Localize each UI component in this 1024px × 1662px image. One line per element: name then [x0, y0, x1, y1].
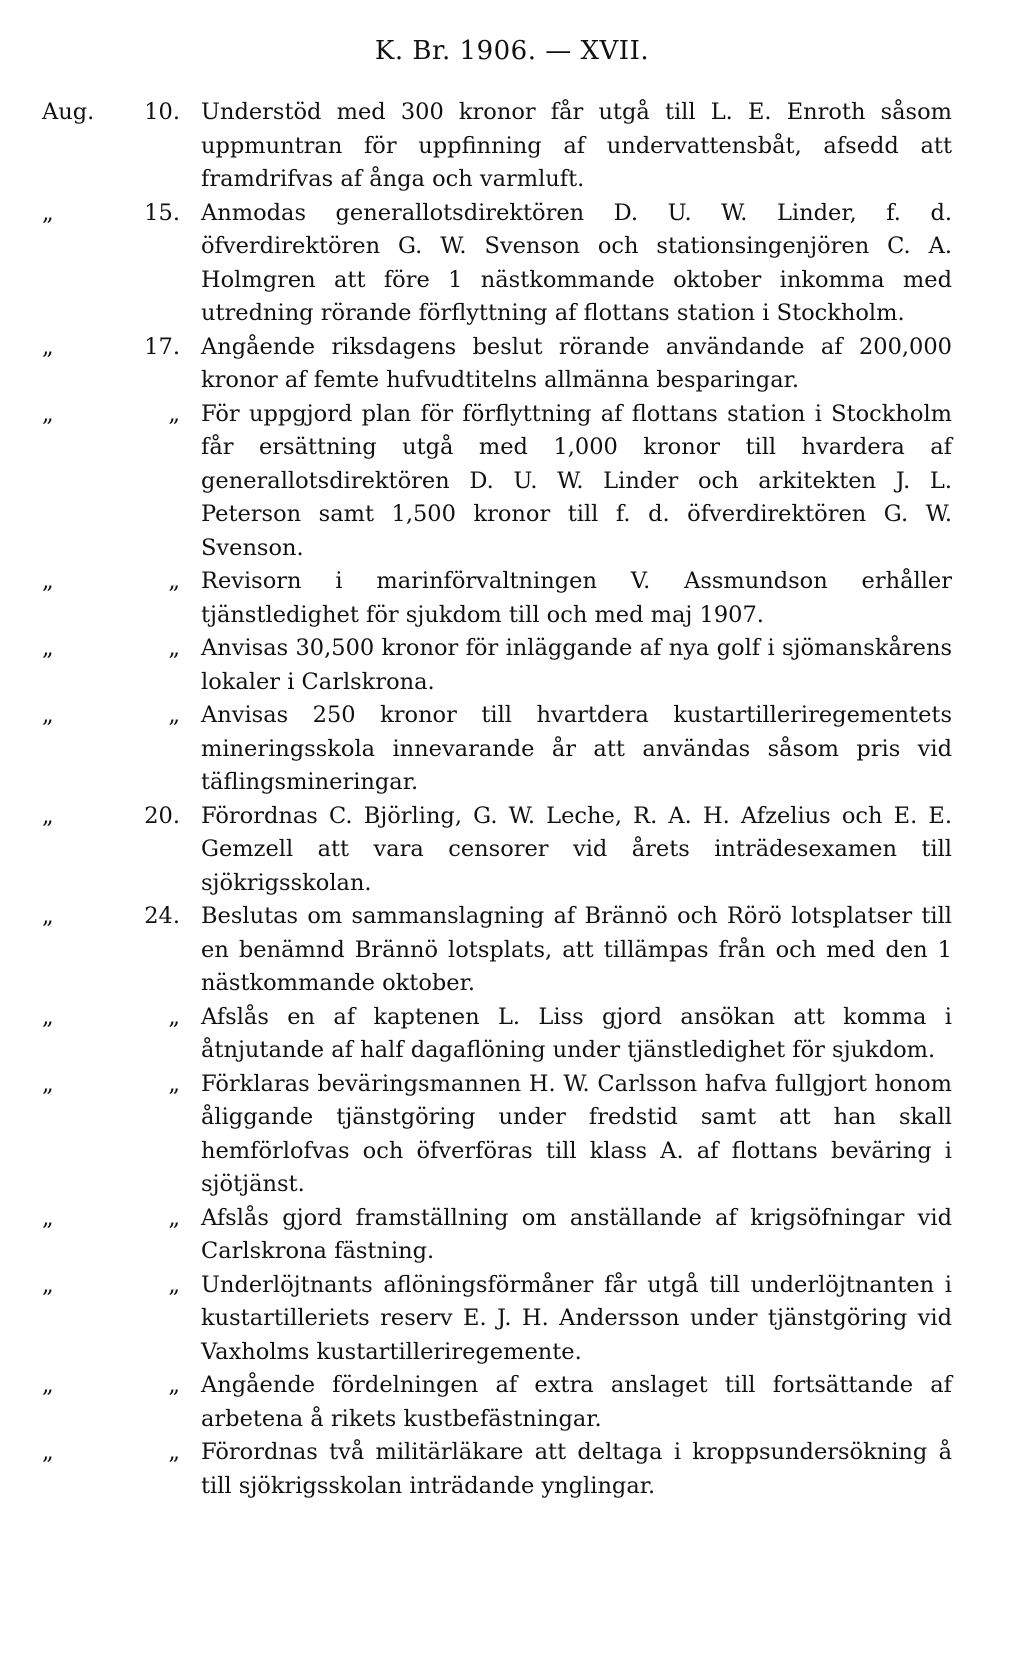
- entry-text: Afslås gjord framställning om anställande af krigsöfningar vid Carlskrona fästning.: [201, 1204, 952, 1264]
- entry-item: [0, 1436, 1024, 1503]
- entry-month: „: [42, 568, 54, 594]
- entry-day: „: [168, 1003, 180, 1030]
- entry-text: Angående fördelningen af extra anslaget till fortsättande af arbetena å rikets kustbefästningar.: [201, 1372, 952, 1432]
- entry-text: Förordnas C. Björling, G. W. Leche, R. A. H. Afzelius och E. E. Gemzell att vara censorer vid årets inträdesexamen till sjökrigsskolan.: [201, 802, 952, 896]
- entry-day: 17.: [144, 333, 180, 360]
- entry-item: [0, 565, 1024, 632]
- entry-item: [0, 699, 1024, 800]
- entry-item: [0, 1369, 1024, 1436]
- entry-text: Anvisas 30,500 kronor för inläggande af nya golf i sjömanskårens lokaler i Carlskrona.: [201, 635, 952, 695]
- entry-month: „: [42, 635, 54, 661]
- entry-month: „: [42, 903, 54, 929]
- entry-item: [0, 1068, 1024, 1202]
- entry-text: Underlöjtnants aflöningsförmåner får utgå till underlöjtnanten i kustartilleriets reserv E. J. H. Andersson under tjänstgöring vid Vaxholms kustartilleriregemente.: [201, 1271, 952, 1365]
- entry-month: „: [42, 400, 54, 427]
- entry-day: „: [168, 400, 180, 427]
- entry-day: „: [168, 1271, 180, 1298]
- entry-month: „: [42, 702, 54, 728]
- entry-item: [0, 96, 1024, 197]
- entry-month: „: [42, 1003, 54, 1030]
- entry-text: Revisorn i marinförvaltningen V. Assmundson erhåller tjänstledighet för sjukdom till och med maj 1907.: [201, 568, 952, 628]
- entry-text: Förklaras beväringsmannen H. W. Carlsson hafva fullgjort honom åliggande tjänstgöring under fredstid samt att han skall hemförlofvas och öfverföras till klass A. af flottans beväring i sjötjänst.: [201, 1070, 952, 1197]
- entry-day: 20.: [144, 802, 180, 829]
- entry-day: „: [168, 1204, 180, 1231]
- entry-text: Beslutas om sammanslagning af Brännö och Rörö lotsplatser till en benämnd Brännö lotsplats, att tillämpas från och med den 1 nästkommande oktober.: [201, 903, 952, 996]
- entry-day: 10.: [144, 99, 180, 125]
- entry-item: [0, 1202, 1024, 1269]
- entry-month: „: [42, 1271, 54, 1298]
- entry-text: Afslås en af kaptenen L. Liss gjord ansökan att komma i åtnjutande af half dagaflöning under tjänstledighet för sjukdom.: [201, 1003, 952, 1063]
- entry-text: Anmodas generallotsdirektören D. U. W. Linder, f. d. öfverdirektören G. W. Svenson och stationsingenjören C. A. Holmgren att före 1 nästkommande oktober inkomma med utredning rörande förflyttning af flottans station i Stockholm.: [201, 199, 952, 326]
- entry-text: Angående riksdagens beslut rörande användande af 200,000 kronor af femte hufvudtitelns allmänna besparingar.: [201, 333, 952, 393]
- entry-text: Förordnas två militärläkare att deltaga i kroppsundersökning å till sjökrigsskolan inträdande ynglingar.: [201, 1439, 952, 1499]
- entry-month: „: [42, 1204, 54, 1231]
- entry-day: 24.: [144, 903, 180, 929]
- entry-day: „: [168, 1439, 180, 1465]
- entry-item: [0, 1269, 1024, 1370]
- entry-month: Aug.: [42, 99, 95, 125]
- page-header: K. Br. 1906. — XVII.: [374, 36, 650, 66]
- entry-item: [0, 800, 1024, 901]
- entry-day: „: [168, 635, 180, 661]
- entry-text: Understöd med 300 kronor får utgå till L. E. Enroth såsom uppmuntran för uppfinning af undervattensbåt, afsedd att framdrifvas af ånga och varmluft.: [201, 99, 952, 192]
- entry-month: „: [42, 333, 54, 360]
- entry-text: Anvisas 250 kronor till hvartdera kustartilleriregementets mineringsskola innevarande år att användas såsom pris vid täflingsmineringar.: [201, 702, 952, 795]
- entry-month: „: [42, 1439, 54, 1465]
- entry-item: [0, 197, 1024, 331]
- entry-day: „: [168, 702, 180, 728]
- entry-item: [0, 1001, 1024, 1068]
- entry-month: „: [42, 1070, 54, 1097]
- entry-day: „: [168, 1372, 180, 1398]
- entry-item: [0, 331, 1024, 398]
- entry-day: „: [168, 568, 180, 594]
- entry-month: „: [42, 802, 54, 829]
- entry-item: [0, 632, 1024, 699]
- entry-month: „: [42, 1372, 54, 1398]
- entry-day: 15.: [144, 199, 180, 226]
- entry-list: [0, 96, 1024, 1503]
- entry-day: „: [168, 1070, 180, 1097]
- entry-item: [0, 398, 1024, 566]
- entry-item: [0, 900, 1024, 1001]
- entry-month: „: [42, 199, 54, 226]
- entry-text: För uppgjord plan för förflyttning af flottans station i Stockholm får ersättning utgå med 1,000 kronor till hvardera af generallotsdirektören D. U. W. Linder och arkitekten J. L. Peterson samt 1,500 kronor till f. d. öfverdirektören G. W. Svenson.: [201, 400, 952, 561]
